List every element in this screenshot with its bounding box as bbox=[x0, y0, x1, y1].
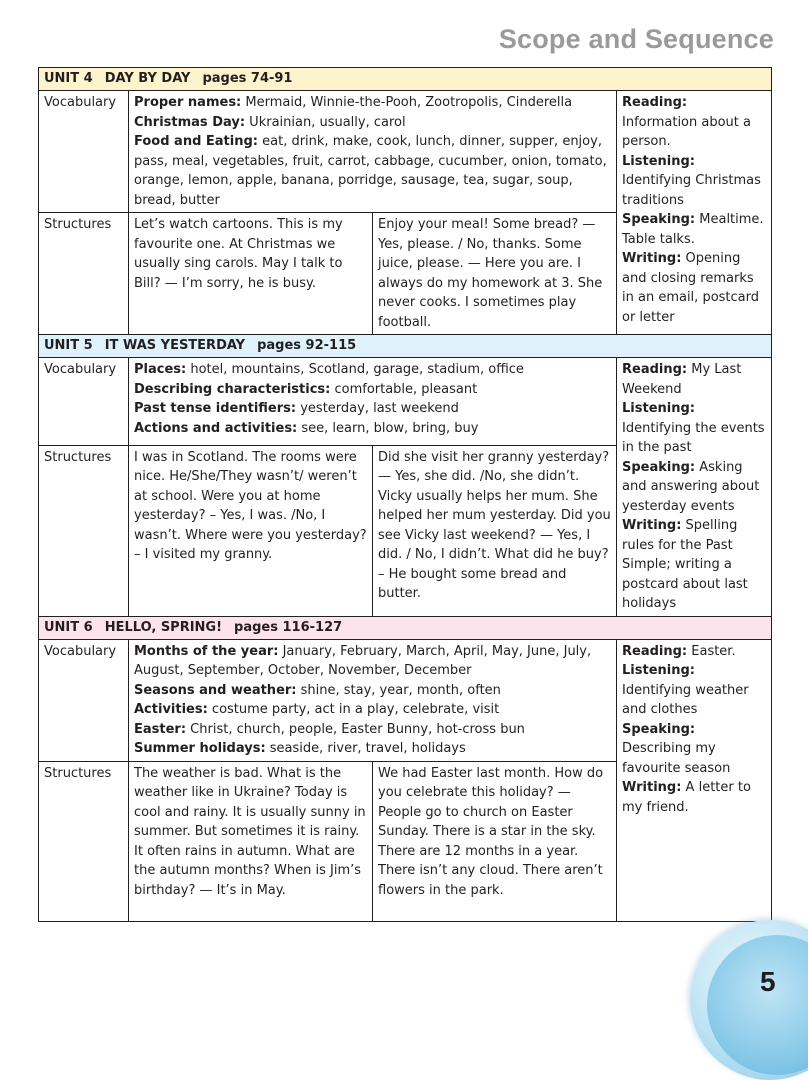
unit-name: DAY BY DAY bbox=[104, 71, 191, 86]
unit-label: UNIT 4 bbox=[44, 71, 93, 86]
vocabulary-term: Proper names: bbox=[134, 95, 242, 110]
vocabulary-item bbox=[134, 720, 611, 740]
vocabulary-term: Christmas Day: bbox=[134, 114, 246, 130]
skill-text: Identifying weather and clothes bbox=[622, 682, 749, 717]
vocabulary-term: Activities: bbox=[134, 702, 208, 717]
vocabulary-item bbox=[134, 419, 611, 439]
unit-header bbox=[39, 335, 772, 358]
vocabulary-words: Ukrainian, usually, carol bbox=[245, 114, 406, 130]
skills-cell bbox=[617, 91, 772, 335]
vocabulary-words: see, learn, blow, bring, buy bbox=[297, 420, 479, 436]
skill-text: Easter. bbox=[687, 643, 736, 659]
unit-name: HELLO, SPRING! bbox=[104, 619, 223, 635]
structures-left: I was in Scotland. The rooms were nice. He/She/They wasn’t/ weren’t at school. Were you at home yesterday? – Yes, I was. /No, I wasn’t. Where were you yesterday? – I visited my granny. bbox=[129, 445, 373, 616]
vocabulary-words: Christ, church, people, Easter Bunny, hot-cross bun bbox=[186, 721, 525, 737]
vocabulary-item bbox=[134, 739, 611, 759]
unit-header-row bbox=[39, 335, 772, 358]
unit-header bbox=[39, 616, 772, 639]
unit-label: UNIT 5 bbox=[44, 338, 93, 353]
vocabulary-item bbox=[134, 700, 611, 720]
skill-item bbox=[622, 152, 766, 211]
skill-term: Listening: bbox=[622, 401, 695, 416]
skill-term: Listening: bbox=[622, 663, 695, 678]
skill-item bbox=[622, 399, 766, 458]
vocabulary-term: Months of the year: bbox=[134, 643, 279, 659]
skill-text: Mealtime. Table talks. bbox=[622, 212, 764, 247]
skill-term: Speaking: bbox=[622, 459, 696, 475]
skill-term: Writing: bbox=[622, 251, 682, 266]
skills-cell bbox=[617, 358, 772, 617]
skill-text: Information about a person. bbox=[622, 114, 751, 149]
skill-text: My Last Weekend bbox=[622, 362, 742, 397]
skill-item bbox=[622, 249, 766, 327]
vocabulary-label: Vocabulary bbox=[39, 358, 129, 446]
structures-right: Did she visit her granny yesterday? — Yes, she did. /No, she didn’t. Vicky usually helps her mum. She helped her mum yesterday. Did you see Vicky last weekend? — Yes, I did. / No, I didn’t. What did he buy? – He bought some bread and butter. bbox=[373, 445, 617, 616]
unit-pages: pages 92-115 bbox=[257, 338, 357, 353]
skill-text: Describing my favourite season bbox=[622, 741, 731, 776]
skill-item bbox=[622, 360, 766, 399]
skill-item bbox=[622, 93, 766, 152]
vocabulary-words: costume party, act in a play, celebrate, visit bbox=[207, 702, 500, 717]
skill-item bbox=[622, 661, 766, 720]
vocabulary-words: shine, stay, year, month, often bbox=[296, 682, 501, 698]
skill-text: Asking and answering about yesterday events bbox=[622, 459, 760, 514]
structures-label: Structures bbox=[39, 761, 129, 921]
structures-left: The weather is bad. What is the weather like in Ukraine? Today is cool and rainy. It is usually sunny in summer. But sometimes it is rainy. It often rains in autumn. What are the autumn months? When is Jim’s birthday? — It’s in May. bbox=[129, 761, 373, 921]
vocabulary-item bbox=[134, 399, 611, 419]
skill-text: Spelling rules for the Past Simple; writing a postcard about last holidays bbox=[622, 518, 748, 611]
skill-item bbox=[622, 516, 766, 614]
skill-text: Identifying Christmas traditions bbox=[622, 173, 761, 208]
structures-left: Let’s watch cartoons. This is my favourite one. At Christmas we usually sing carols. May I talk to Bill? — I’m sorry, he is busy. bbox=[129, 213, 373, 335]
vocabulary-words: yesterday, last weekend bbox=[296, 401, 459, 416]
skill-text: Opening and closing remarks in an email, postcard or letter bbox=[622, 251, 759, 325]
skills-cell bbox=[617, 639, 772, 921]
page-number: 5 bbox=[760, 966, 776, 997]
unit-header-row bbox=[39, 616, 772, 639]
vocabulary-words: comfortable, pleasant bbox=[330, 381, 478, 397]
vocabulary-words: hotel, mountains, Scotland, garage, stadium, office bbox=[186, 362, 524, 377]
vocabulary-words: January, February, March, April, May, June, July, August, September, October, November, December bbox=[134, 643, 592, 678]
vocabulary-row bbox=[39, 639, 772, 761]
vocabulary-content bbox=[129, 91, 617, 213]
vocabulary-term: Actions and activities: bbox=[134, 420, 298, 436]
vocabulary-term: Summer holidays: bbox=[134, 741, 266, 756]
vocabulary-term: Easter: bbox=[134, 721, 187, 737]
skill-item bbox=[622, 458, 766, 517]
vocabulary-words: seaside, river, travel, holidays bbox=[265, 741, 466, 756]
vocabulary-term: Food and Eating: bbox=[134, 134, 258, 149]
skill-item bbox=[622, 210, 766, 249]
unit-header-row bbox=[39, 68, 772, 91]
unit-name: IT WAS YESTERDAY bbox=[104, 338, 246, 353]
vocabulary-term: Places: bbox=[134, 362, 187, 377]
vocabulary-item bbox=[134, 681, 611, 701]
page-title: Scope and Sequence bbox=[498, 24, 774, 54]
skill-item bbox=[622, 642, 766, 662]
vocabulary-term: Past tense identifiers: bbox=[134, 401, 297, 416]
vocabulary-term: Describing characteristics: bbox=[134, 381, 331, 397]
vocabulary-item bbox=[134, 93, 611, 113]
vocabulary-content bbox=[129, 639, 617, 761]
vocabulary-term: Seasons and weather: bbox=[134, 682, 297, 698]
scope-table bbox=[38, 67, 772, 922]
vocabulary-item bbox=[134, 360, 611, 380]
vocabulary-row bbox=[39, 91, 772, 213]
skill-term: Writing: bbox=[622, 780, 682, 795]
skill-term: Speaking: bbox=[622, 212, 696, 227]
vocabulary-label: Vocabulary bbox=[39, 639, 129, 761]
skill-term: Writing: bbox=[622, 518, 682, 533]
skill-term: Reading: bbox=[622, 362, 688, 377]
vocabulary-item bbox=[134, 642, 611, 681]
skill-item bbox=[622, 720, 766, 779]
vocabulary-row bbox=[39, 358, 772, 446]
vocabulary-words: Mermaid, Winnie-the-Pooh, Zootropolis, Cinderella bbox=[241, 95, 573, 110]
structures-label: Structures bbox=[39, 445, 129, 616]
vocabulary-words: eat, drink, make, cook, lunch, dinner, supper, enjoy, pass, meal, vegetables, fruit, carrot, cabbage, cucumber, onion, tomato, orange, lemon, apple, banana, porridge, sausage, tea, sugar, soup, bread, butter bbox=[134, 134, 607, 208]
vocabulary-item bbox=[134, 132, 611, 210]
vocabulary-item bbox=[134, 380, 611, 400]
structures-right: We had Easter last month. How do you celebrate this holiday? — People go to church on Easter Sunday. There is a star in the sky. There are 12 months in a year. There isn’t any cloud. There aren’t flowers in the park. bbox=[373, 761, 617, 921]
unit-pages: pages 116-127 bbox=[234, 619, 343, 635]
unit-header bbox=[39, 68, 772, 91]
vocabulary-item bbox=[134, 113, 611, 133]
structures-label: Structures bbox=[39, 213, 129, 335]
vocabulary-label: Vocabulary bbox=[39, 91, 129, 213]
skill-item bbox=[622, 778, 766, 817]
unit-pages: pages 74-91 bbox=[202, 71, 293, 86]
skill-term: Listening: bbox=[622, 153, 695, 169]
skill-term: Reading: bbox=[622, 95, 688, 110]
structures-right: Enjoy your meal! Some bread? — Yes, please. / No, thanks. Some juice, please. — Here you are. I always do my homework at 3. She never cooks. I sometimes play football. bbox=[373, 213, 617, 335]
skill-text: Identifying the events in the past bbox=[622, 420, 765, 455]
vocabulary-content bbox=[129, 358, 617, 446]
skill-term: Reading: bbox=[622, 643, 688, 659]
skill-text: A letter to my friend. bbox=[622, 780, 751, 815]
unit-label: UNIT 6 bbox=[44, 619, 93, 635]
skill-term: Speaking: bbox=[622, 721, 696, 737]
